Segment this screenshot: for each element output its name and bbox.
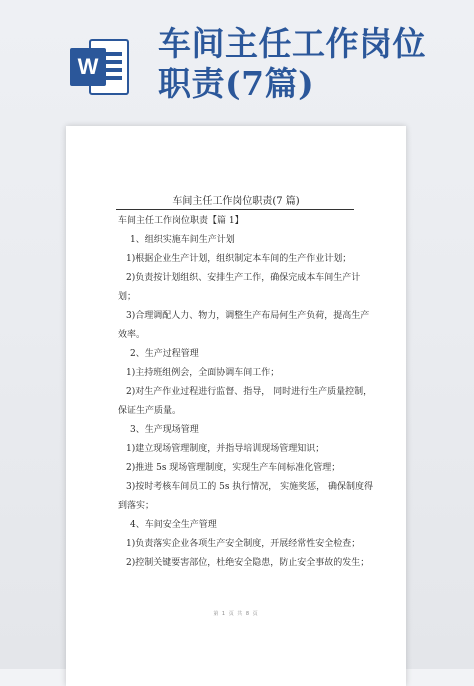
doc-line: 2)负责按计划组织、安排生产工作，确保完成本车间生产计 [126,273,361,283]
page-title [158,24,458,104]
doc-line: 保证生产质量。 [118,406,182,416]
doc-line: 3)按时考核车间员工的 5s 执行情况， 实施奖惩， 确保制度得 [126,482,374,492]
doc-line: 1)建立现场管理制度，并指导培训现场管理知识； [126,444,325,454]
doc-line: 2)控制关键要害部位，杜绝安全隐患，防止安全事故的发生； [126,558,370,568]
heading-divider [116,209,354,210]
doc-line: 2)对生产作业过程进行监督、指导， 同时进行生产质量控制， [126,387,373,397]
doc-line: 4、车间安全生产管理 [130,520,217,530]
doc-line: 划； [118,292,137,302]
doc-line: 效率。 [118,330,146,340]
document-page [66,126,406,686]
page-header [0,0,474,112]
doc-line: 3)合理调配人力、物力，调整生产布局何生产负荷，提高生产 [126,311,370,321]
page-number-footer: 第 1 页 共 8 页 [213,611,259,617]
doc-line: 2、生产过程管理 [130,349,199,359]
doc-line: 2)推进 5s 现场管理制度，实现生产车间标准化管理； [126,463,341,473]
title-line-1: 车间主任工作岗位 [158,24,426,63]
document-heading: 车间主任工作岗位职责(7 篇) [172,196,300,207]
doc-line: 1、组织实施车间生产计划 [130,235,235,245]
doc-line: 3、生产现场管理 [130,425,199,435]
doc-line: 到落实； [118,501,155,511]
doc-line: 1)主持班组例会，全面协调车间工作； [126,368,280,378]
doc-line: 1)根据企业生产计划，组织制定本车间的生产作业计划； [126,254,352,264]
word-doc-icon [68,36,130,98]
doc-line: 车间主任工作岗位职责【篇 1】 [118,216,244,226]
doc-line: 1)负责落实企业各项生产安全制度，开展经常性安全检查； [126,539,361,549]
svg-text:W: W [77,54,99,79]
title-line-2: 职责(7篇) [158,64,315,103]
